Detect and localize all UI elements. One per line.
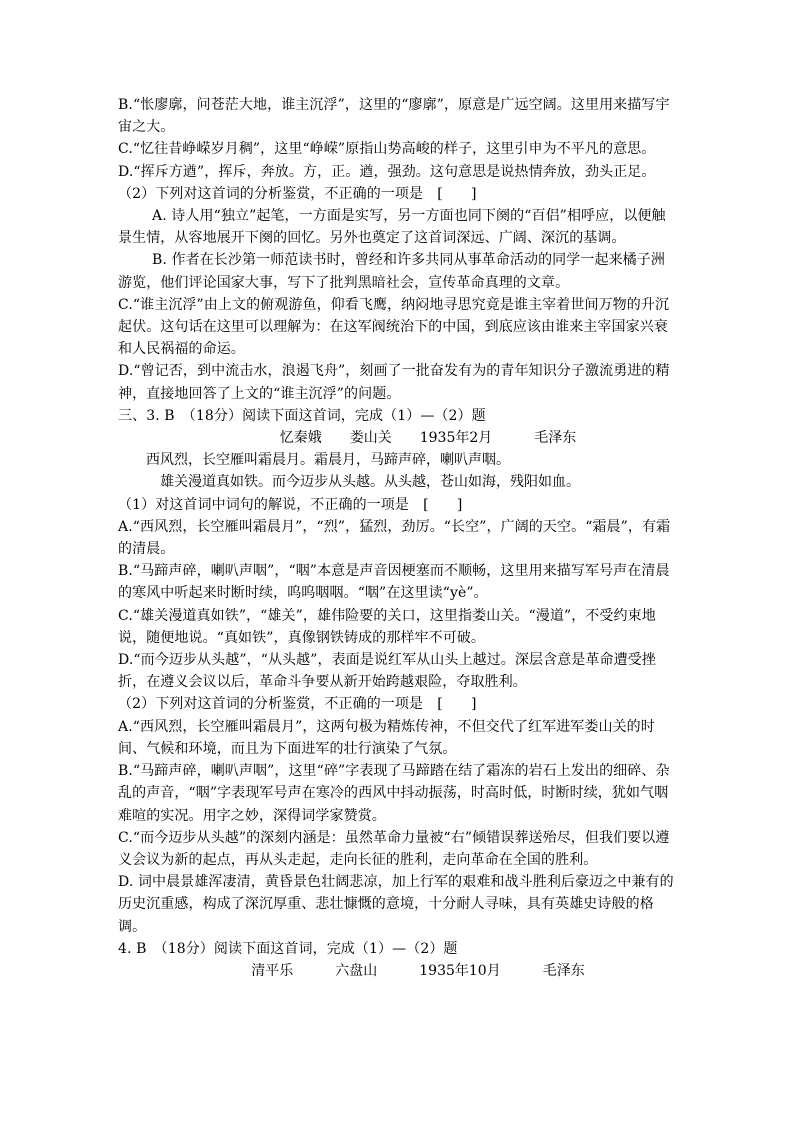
- section-3-heading: 三、3. B （18分）阅读下面这首词，完成（1）—（2）题: [118, 407, 486, 424]
- option-c-paragraph: C.“而今迈步从头越”的深刻内涵是：虽然革命力量被“右”倾错误葬送殆尽，但我们要以遵义会议为新的起点，再从头走起，走向长征的胜利，走向革命在全国的胜利。: [118, 829, 670, 868]
- poem-title: 清平乐 六盘山 1935年10月 毛泽东: [251, 962, 585, 979]
- option-a-paragraph: A. 诗人用“独立”起笔，一方面是实写，另一方面也同下阕的“百侣”相呼应，以便触景生情，从容地展开下阕的回忆。另外也奠定了这首词深远、广阔、深沉的基调。: [118, 208, 666, 247]
- document-body: [118, 94, 678, 982]
- option-d-paragraph: D.“而今迈步从头越”，“从头越”，表面是说红军从山头上越过。深层含意是革命遭受挫折，在遵义会议以后，革命斗争要从新开始跨越艰险，夺取胜利。: [118, 652, 656, 691]
- option-d-paragraph: D. 词中晨景雄浑凄清，黄昏景色壮阔悲凉，加上行军的艰难和战斗胜利后豪迈之中兼有的历史沉重感，构成了深沉厚重、悲壮慷慨的意境，十分耐人寻味，具有英雄史诗般的格调。: [118, 874, 674, 935]
- option-b-paragraph: B. 作者在长沙第一师范读书时，曾经和许多共同从事革命活动的同学一起来橘子洲游览，他们评论国家大事，写下了批判黑暗社会，宣传革命真理的文章。: [118, 252, 665, 291]
- option-b-paragraph: B.“马蹄声碎，喇叭声咽”，“咽”本意是声音因梗塞而不顺畅，这里用来描写军号声在清晨的寒风中听起来时断时续，呜呜咽咽。“咽”在这里读“yè”。: [118, 563, 670, 602]
- option-c-paragraph: C.“忆往昔峥嵘岁月稠”，这里“峥嵘”原指山势高峻的样子，这里引申为不平凡的意思。: [118, 141, 656, 158]
- question-1-heading: （1）对这首词中词句的解说，不正确的一项是 [ ]: [118, 496, 463, 513]
- option-a-paragraph: A.“西风烈，长空雁叫霜晨月”，“烈”，猛烈，劲厉。“长空”，广阔的天空。“霜晨”，有霜的清晨。: [118, 518, 671, 558]
- section-4-heading: 4. B （18分）阅读下面这首词，完成（1）—（2）题: [118, 940, 458, 957]
- option-c-paragraph: C.“谁主沉浮”由上文的俯观游鱼，仰看飞鹰，纳闷地寻思究竟是谁主宰着世间万物的升沉起伏。这句话在这里可以理解为：在这军阀统治下的中国，到底应该由谁来主宰国家兴衰和人民祸福的命运。: [118, 296, 670, 358]
- option-c-paragraph: C.“雄关漫道真如铁”，“雄关”，雄伟险要的关口，这里指娄山关。“漫道”，不受约束地说，随便地说。“真如铁”，真像钢铁铸成的那样牢不可破。: [118, 607, 656, 646]
- option-b-paragraph: B.“马蹄声碎，喇叭声咽”，这里“碎”字表现了马蹄踏在结了霜冻的岩石上发出的细碎、杂乱的声音，“咽”字表现军号声在寒冷的西风中抖动振荡，时高时低，时断时续，犹如气咽难喧的实况。用字之妙，深得词学家赞赏。: [118, 763, 670, 824]
- poem-line: 西风烈，长空雁叫霜晨月。霜晨月，马蹄声碎，喇叭声咽。: [118, 452, 510, 469]
- question-2-heading: （2）下列对这首词的分析鉴赏，不正确的一项是 [ ]: [118, 696, 477, 713]
- option-d-paragraph: D.“挥斥方遒”，挥斥，奔放。方，正。遒，强劲。这句意思是说热情奔放，劲头正足。: [118, 163, 656, 180]
- option-b-paragraph: B.“怅廖廓，问苍茫大地，谁主沉浮”，这里的“廖廓”，原意是广远空阔。这里用来描写宇宙之大。: [118, 97, 670, 136]
- option-d-paragraph: D.“曾记否，到中流击水，浪遏飞舟”，刻画了一批奋发有为的青年知识分子激流勇进的精神，直接地回答了上文的“谁主沉浮”的问题。: [118, 363, 670, 402]
- poem-line: 雄关漫道真如铁。而今迈步从头越。从头越，苍山如海，残阳如血。: [118, 474, 580, 491]
- question-2-heading: （2）下列对这首词的分析鉴赏，不正确的一项是 [ ]: [118, 185, 477, 202]
- option-a-paragraph: A.“西风烈，长空雁叫霜晨月”，这两句极为精炼传神，不但交代了红军进军娄山关的时间、气候和环境，而且为下面进军的壮行演染了气氛。: [118, 718, 655, 757]
- poem-title: 忆秦娥 娄山关 1935年2月 毛泽东: [279, 430, 577, 447]
